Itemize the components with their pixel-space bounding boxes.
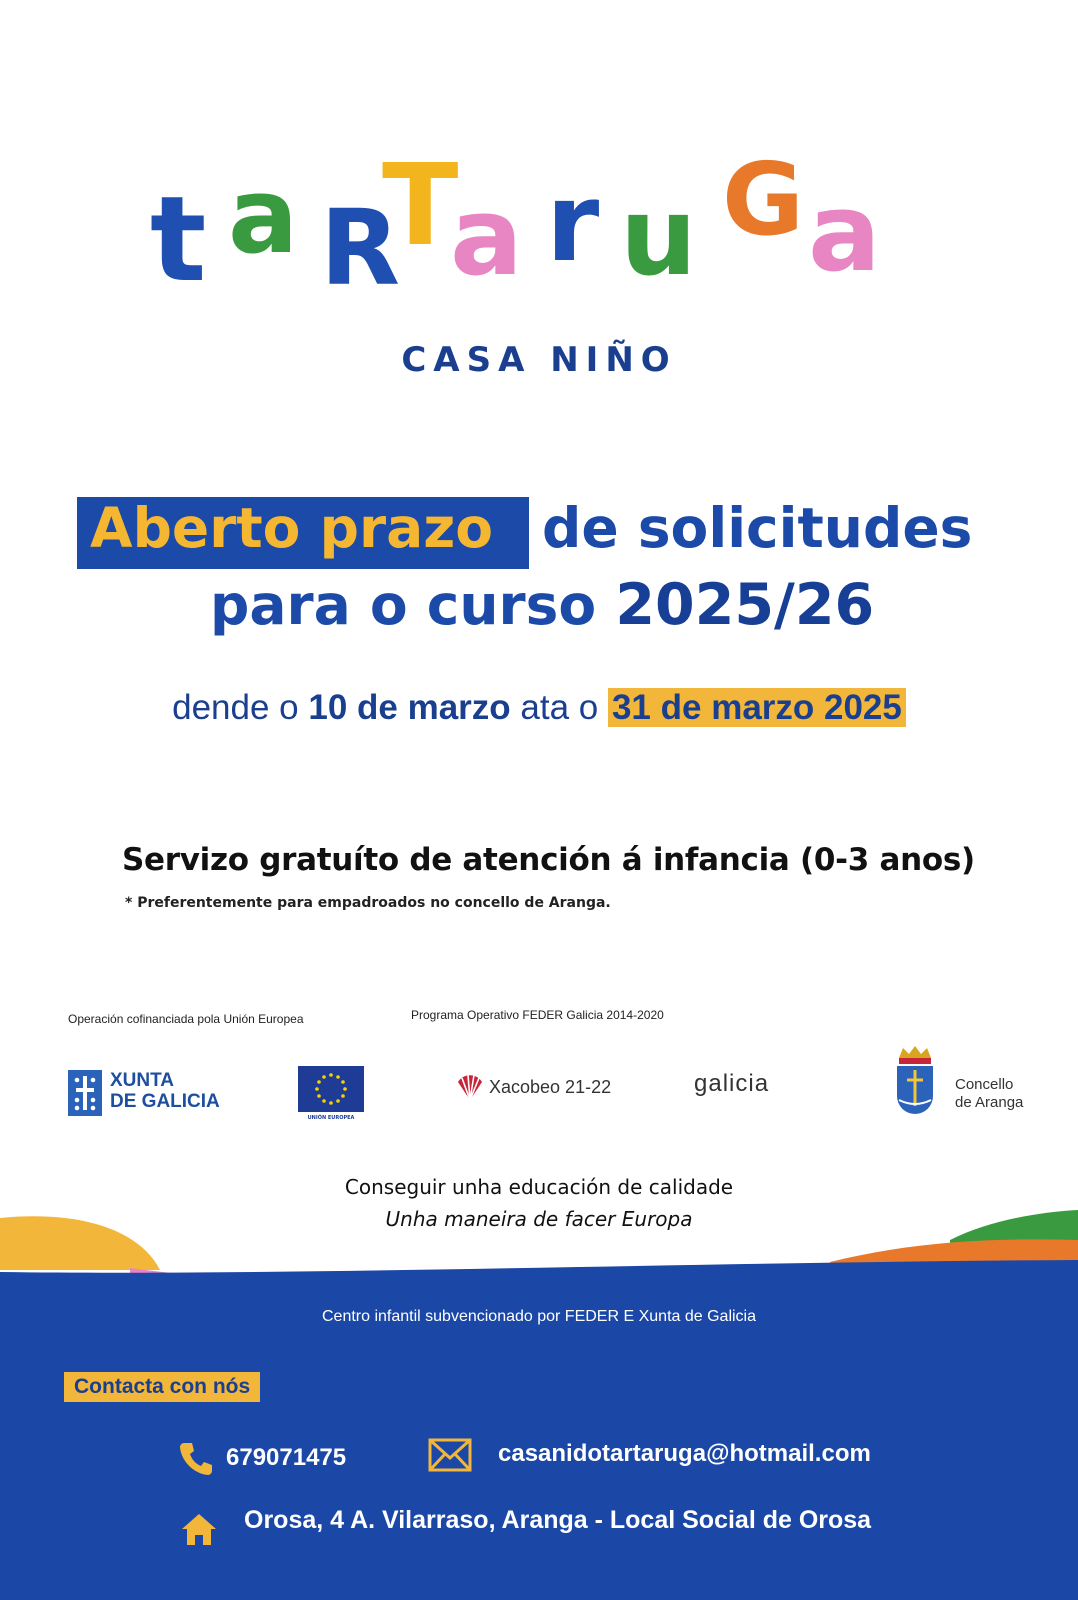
- concello-line2: de Aranga: [955, 1094, 1024, 1111]
- eu-label: UNIÓN EUROPEA: [307, 1115, 355, 1121]
- program-label: Programa Operativo FEDER Galicia 2014-2020: [411, 1008, 664, 1022]
- headline-rest: de solicitudes: [542, 496, 973, 560]
- xunta-line1: XUNTA: [110, 1070, 175, 1091]
- phone-number[interactable]: 679071475: [226, 1444, 347, 1471]
- logo-letter: u: [620, 175, 697, 300]
- xacobeo-shell-icon: [455, 1072, 485, 1106]
- logo-letter: R: [320, 187, 401, 309]
- logo-letter: a: [228, 155, 299, 277]
- logo-letter: T: [382, 141, 459, 271]
- xunta-emblem-icon: [68, 1070, 102, 1116]
- logo-letter: a: [450, 175, 523, 300]
- logo-letter: t: [150, 170, 207, 308]
- concello-line1: Concello: [955, 1076, 1014, 1093]
- email-address[interactable]: casanidotartaruga@hotmail.com: [498, 1440, 871, 1467]
- service-note: * Preferentemente para empadroados no concello de Aranga.: [125, 895, 611, 911]
- eu-flag-icon: [298, 1066, 364, 1112]
- motto-line1: Conseguir unha educación de calidade: [344, 1175, 734, 1199]
- galicia-logo-text: galicia: [694, 1070, 770, 1097]
- service-title: Servizo gratuíto de atención á infancia (0-3 anos): [122, 842, 975, 878]
- phone-icon: [178, 1440, 214, 1480]
- headline-line2: [210, 572, 874, 638]
- aranga-coat-of-arms-icon: [893, 1044, 937, 1128]
- xunta-logo-text: [110, 1070, 220, 1112]
- dates-text: ata o: [510, 688, 608, 727]
- end-date: 31 de marzo 2025: [608, 688, 906, 727]
- contact-heading: Contacta con nós: [64, 1372, 260, 1402]
- xacobeo-logo-text: Xacobeo 21-22: [489, 1077, 612, 1097]
- logo-letter: G: [722, 141, 805, 258]
- headline-line2-prefix: para o curso: [210, 573, 597, 637]
- logo-letter: r: [546, 161, 600, 286]
- motto-line2: Unha maneira de facer Europa: [385, 1207, 693, 1231]
- headline-year: 2025/26: [615, 572, 875, 638]
- logo-letter: a: [808, 171, 881, 296]
- envelope-icon: [428, 1438, 472, 1476]
- logo-subtitle: CASA NIÑO: [401, 340, 677, 380]
- address: Orosa, 4 A. Vilarraso, Aranga - Local Social de Orosa: [244, 1506, 872, 1534]
- application-dates: [0, 688, 1078, 728]
- home-icon: [180, 1512, 218, 1550]
- headline-highlight: Aberto prazo: [90, 496, 493, 560]
- concello-logo-text: [955, 1076, 1023, 1112]
- footer-background: [0, 1210, 1078, 1600]
- tartaruga-logo: [150, 141, 930, 309]
- xunta-line2: DE GALICIA: [110, 1091, 220, 1112]
- funding-label: Operación cofinanciada pola Unión Europea: [68, 1012, 304, 1026]
- subsidy-note: Centro infantil subvencionado por FEDER E Xunta de Galicia: [321, 1308, 756, 1325]
- start-date: 10 de marzo: [308, 688, 511, 727]
- dates-text: dende o: [172, 688, 309, 727]
